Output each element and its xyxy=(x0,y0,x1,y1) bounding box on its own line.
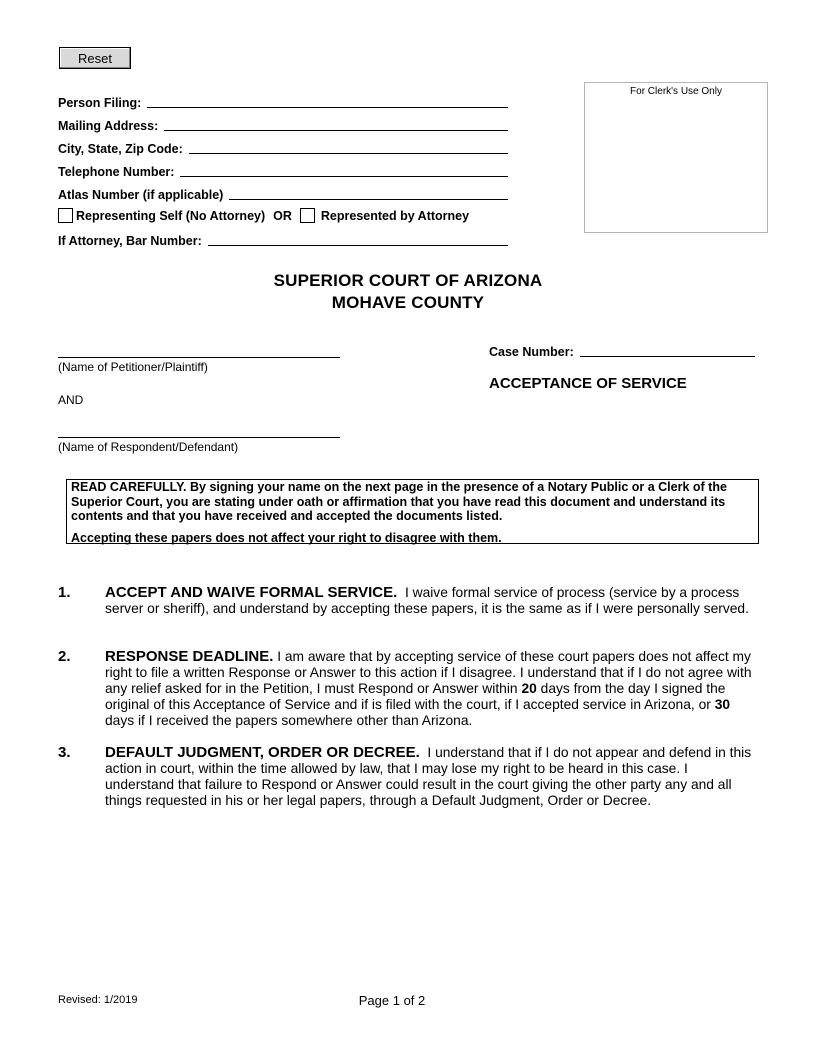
case-number-field[interactable] xyxy=(489,344,755,359)
item-heading: DEFAULT JUDGMENT, ORDER OR DECREE. xyxy=(105,744,420,761)
item-number: 3. xyxy=(58,744,71,761)
case-number-label: Case Number: xyxy=(489,345,574,359)
notice-paragraph: READ CAREFULLY. By signing your name on the next page in the presence of a Notary Public or a Clerk of the Superior Court, you are stating under oath or affirmation that you have read this document and understand its contents and that you have received and accepted the documents listed. xyxy=(71,480,727,523)
represented-by-attorney-label: Represented by Attorney xyxy=(320,208,470,223)
court-name: SUPERIOR COURT OF ARIZONA xyxy=(273,271,543,290)
mailing-address-line[interactable] xyxy=(164,116,508,131)
respondent-name-line[interactable] xyxy=(58,437,340,438)
item-number: 1. xyxy=(58,584,71,601)
item-number: 2. xyxy=(58,648,71,665)
bar-number-line[interactable] xyxy=(208,231,508,246)
bar-number-field[interactable] xyxy=(58,230,508,248)
notice-disagree-paragraph: Accepting these papers does not affect your right to disagree with them. xyxy=(71,530,502,545)
response-days-arizona: 20 xyxy=(521,681,537,696)
mailing-address-field[interactable] xyxy=(58,115,508,133)
petitioner-name-line[interactable] xyxy=(58,357,340,358)
response-days-outside-arizona: 30 xyxy=(714,697,731,712)
respondent-label: (Name of Respondent/Defendant) xyxy=(58,440,239,454)
item-accept-waive-service xyxy=(58,585,758,617)
clerk-use-box xyxy=(584,82,768,233)
item-response-deadline xyxy=(58,649,758,729)
item-text: I waive formal service of process (service by a process server or sheriff), and understand by accepting these papers, it is the same as if I were personally served. xyxy=(105,585,749,616)
representing-self-label: Representing Self (No Attorney) xyxy=(76,208,266,223)
case-number-line[interactable] xyxy=(580,344,755,357)
item-text: I am aware that by accepting service of these court papers does not affect my right to file a written Response or Answer to this action if I disagree. I understand that if I do not agree with any relief asked for in the Petition, I must Respond or Answer within xyxy=(105,649,752,696)
telephone-label: Telephone Number: xyxy=(58,165,175,179)
item-heading: RESPONSE DEADLINE. xyxy=(105,648,274,665)
clerk-use-label: For Clerk's Use Only xyxy=(630,86,722,97)
city-state-zip-line[interactable] xyxy=(189,139,508,154)
represented-by-attorney-checkbox[interactable] xyxy=(300,208,315,223)
bar-number-label: If Attorney, Bar Number: xyxy=(58,234,202,248)
or-label: OR xyxy=(273,208,292,223)
representation-row xyxy=(58,208,469,223)
document-title: ACCEPTANCE OF SERVICE xyxy=(489,375,687,392)
petitioner-label: (Name of Petitioner/Plaintiff) xyxy=(58,360,208,374)
telephone-line[interactable] xyxy=(180,162,508,177)
item-text-continued: days from the day I signed the original of this Acceptance of Service and if is filed with the court, if I accepted service in Arizona, or xyxy=(105,681,726,712)
item-text-end: days if I received the papers somewhere other than Arizona. xyxy=(105,713,473,728)
reset-button[interactable]: Reset xyxy=(59,47,131,69)
atlas-number-field[interactable] xyxy=(58,184,508,202)
atlas-number-line[interactable] xyxy=(229,185,508,200)
atlas-number-label: Atlas Number (if applicable) xyxy=(58,188,224,202)
item-text: I understand that if I do not appear and defend in this action in court, within the time allowed by law, that I may lose my right to be heard in this case. I understand that failure to Respond or Answer could result in the court giving the other party any and all things requested in his or her legal papers, through a Default Judgment, Order or Decree. xyxy=(105,745,752,808)
mailing-address-label: Mailing Address: xyxy=(58,119,159,133)
item-default-judgment xyxy=(58,745,758,809)
item-heading: ACCEPT AND WAIVE FORMAL SERVICE. xyxy=(105,584,398,601)
county-name: MOHAVE COUNTY xyxy=(331,293,485,312)
page-number: Page 1 of 2 xyxy=(358,993,426,1008)
person-filing-field[interactable] xyxy=(58,92,508,110)
and-label: AND xyxy=(58,393,84,407)
person-filing-line[interactable] xyxy=(147,93,508,108)
telephone-field[interactable] xyxy=(58,161,508,179)
read-carefully-notice xyxy=(66,479,759,544)
person-filing-label: Person Filing: xyxy=(58,96,142,110)
revision-date: Revised: 1/2019 xyxy=(58,994,138,1006)
representing-self-checkbox[interactable] xyxy=(58,208,73,223)
city-state-zip-field[interactable] xyxy=(58,138,508,156)
city-state-zip-label: City, State, Zip Code: xyxy=(58,142,183,156)
